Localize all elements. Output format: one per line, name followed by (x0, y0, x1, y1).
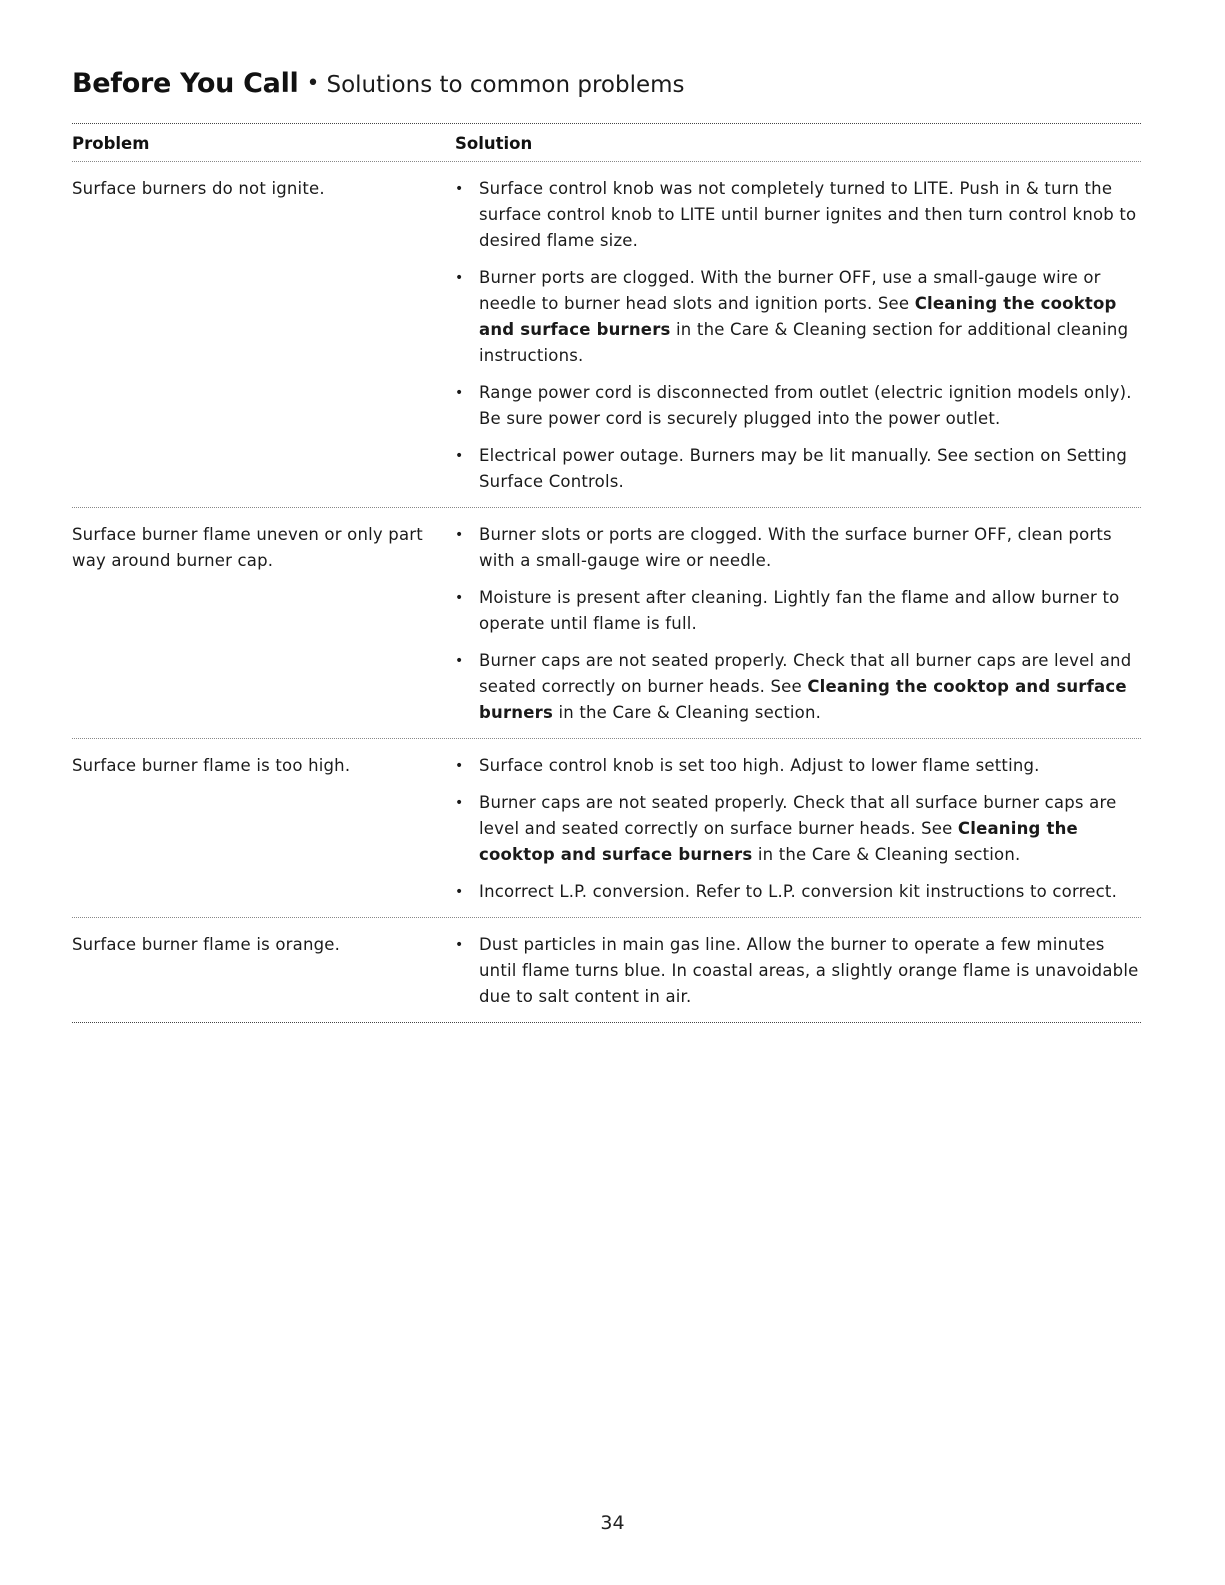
solution-text: Burner caps are not seated properly. Check that all surface burner caps are level and seated correctly on surface burner heads. See (479, 793, 1117, 838)
solution-item (455, 932, 1141, 1010)
solution-item (455, 443, 1141, 495)
solution-list (455, 176, 1141, 495)
solution-text: in the Care & Cleaning section. (752, 845, 1021, 864)
solution-text: Incorrect L.P. conversion. Refer to L.P. conversion kit instructions to correct. (479, 882, 1118, 901)
page-subtitle: Solutions to common problems (326, 72, 685, 98)
solution-text: Surface control knob is set too high. Adjust to lower flame setting. (479, 756, 1040, 775)
solution-item (455, 176, 1141, 254)
title-separator: • (306, 71, 320, 96)
solution-item (455, 648, 1141, 726)
solution-list (455, 522, 1141, 726)
problem-cell: Surface burner flame is too high. (72, 756, 351, 775)
solution-item (455, 879, 1141, 905)
page-heading (72, 68, 1152, 99)
solution-text: Moisture is present after cleaning. Lightly fan the flame and allow burner to operate until flame is full. (479, 588, 1120, 633)
solution-text: Electrical power outage. Burners may be lit manually. See section on Setting Surface Controls. (479, 446, 1128, 491)
section-reference: Cleaning the cooktop and surface burners (479, 677, 1127, 722)
solution-item (455, 522, 1141, 574)
problem-column-header: Problem (72, 134, 150, 153)
solution-text: in the Care & Cleaning section. (553, 703, 822, 722)
solution-item (455, 265, 1141, 369)
solution-cell (455, 522, 1141, 726)
table-header (72, 124, 1141, 162)
solution-cell (455, 176, 1141, 495)
table-row (72, 918, 1141, 1022)
table-row (72, 508, 1141, 739)
table-row (72, 739, 1141, 918)
solution-item (455, 585, 1141, 637)
solution-list (455, 932, 1141, 1010)
page-title: Before You Call (72, 68, 299, 99)
section-reference: Cleaning the cooktop and surface burners (479, 819, 1078, 864)
troubleshooting-table (72, 123, 1141, 1023)
table-body (72, 162, 1141, 1022)
solution-item (455, 380, 1141, 432)
problem-cell: Surface burners do not ignite. (72, 179, 325, 198)
problem-cell: Surface burner flame is orange. (72, 935, 341, 954)
solution-list (455, 753, 1141, 905)
solution-cell (455, 753, 1141, 905)
solution-text: Burner ports are clogged. With the burner OFF, use a small-gauge wire or needle to burner head slots and ignition ports. See (479, 268, 1101, 313)
solution-text: Burner caps are not seated properly. Check that all burner caps are level and seated correctly on burner heads. See (479, 651, 1132, 696)
solution-cell (455, 932, 1141, 1010)
solution-text: Burner slots or ports are clogged. With the surface burner OFF, clean ports with a small-gauge wire or needle. (479, 525, 1112, 570)
solution-text: in the Care & Cleaning section for additional cleaning instructions. (479, 320, 1129, 365)
table-row (72, 162, 1141, 508)
page-number: 34 (600, 1512, 625, 1534)
solution-text: Dust particles in main gas line. Allow the burner to operate a few minutes until flame turns blue. In coastal areas, a slightly orange flame is unavoidable due to salt content in air. (479, 935, 1139, 1006)
solution-item (455, 753, 1141, 779)
solution-item (455, 790, 1141, 868)
solution-text: Range power cord is disconnected from outlet (electric ignition models only). Be sure power cord is securely plugged into the power outlet. (479, 383, 1132, 428)
solution-column-header: Solution (455, 134, 533, 153)
problem-cell: Surface burner flame uneven or only part way around burner cap. (72, 525, 423, 570)
solution-text: Surface control knob was not completely turned to LITE. Push in & turn the surface control knob to LITE until burner ignites and then turn control knob to desired flame size. (479, 179, 1137, 250)
section-reference: Cleaning the cooktop and surface burners (479, 294, 1117, 339)
